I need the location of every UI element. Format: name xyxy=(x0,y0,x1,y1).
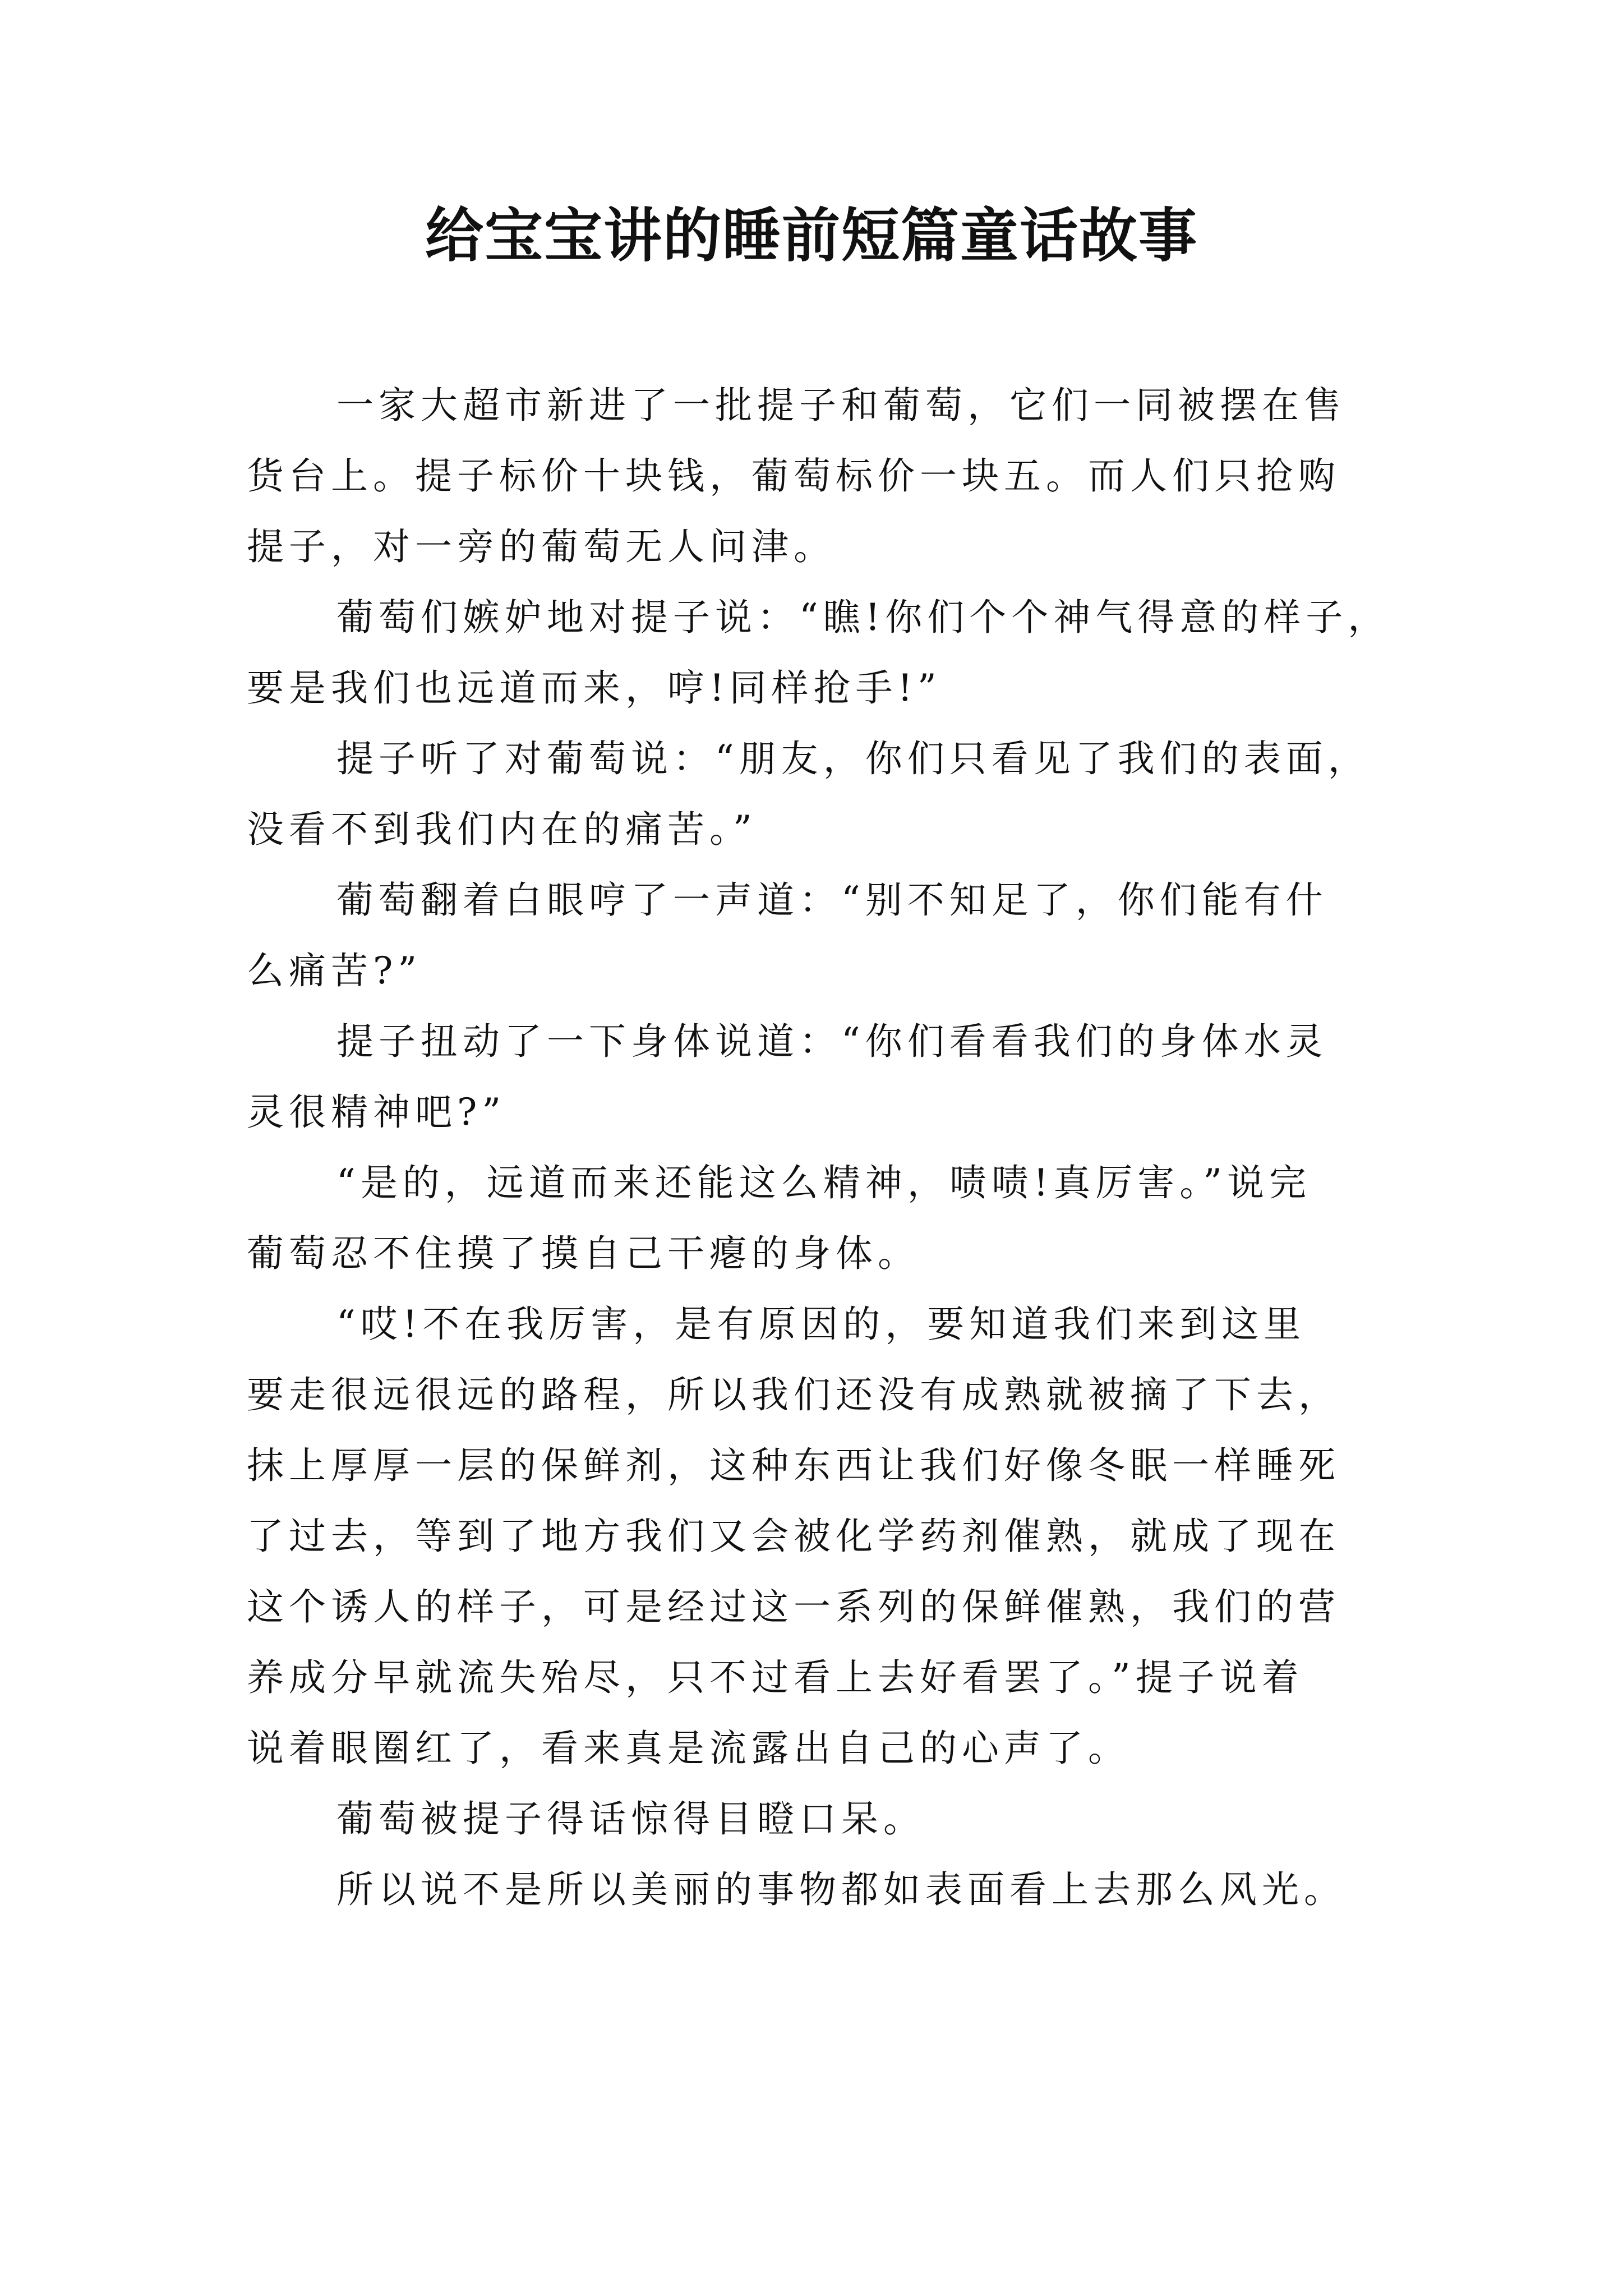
paragraph-line: “是的，远道而来还能这么精神，啧啧!真厉害。”说完 xyxy=(336,1161,1312,1204)
document-body xyxy=(247,370,1396,1925)
paragraph-line: 了过去，等到了地方我们又会被化学药剂催熟，就成了现在 xyxy=(247,1515,1340,1558)
paragraph xyxy=(247,1784,1396,1855)
paragraph-line: 要是我们也远道而来，哼!同样抢手!” xyxy=(247,666,942,710)
paragraph xyxy=(247,1148,1396,1289)
paragraph-line: 说着眼圈红了，看来真是流露出自己的心声了。 xyxy=(247,1727,1130,1770)
paragraph-line: “哎!不在我厉害，是有原因的，要知道我们来到这里 xyxy=(336,1303,1306,1346)
paragraph-line: 没看不到我们内在的痛苦。” xyxy=(247,808,757,851)
paragraph-line: 葡萄翻着白眼哼了一声道：“别不知足了，你们能有什 xyxy=(336,878,1328,922)
paragraph xyxy=(247,582,1396,724)
paragraph-line: 提子听了对葡萄说：“朋友，你们只看见了我们的表面， xyxy=(336,737,1370,780)
paragraph-line: 这个诱人的样子，可是经过这一系列的保鲜催熟，我们的营 xyxy=(247,1585,1340,1628)
paragraph-line: 葡萄忍不住摸了摸自己干瘪的身体。 xyxy=(247,1232,920,1275)
paragraph-line: 要走很远很远的路程，所以我们还没有成熟就被摘了下去， xyxy=(247,1373,1340,1416)
paragraph xyxy=(247,1289,1396,1784)
paragraph-line: 所以说不是所以美丽的事物都如表面看上去那么风光。 xyxy=(336,1868,1346,1911)
paragraph-line: 一家大超市新进了一批提子和葡萄，它们一同被摆在售 xyxy=(336,384,1346,427)
paragraph-line: 养成分早就流失殆尽，只不过看上去好看罢了。”提子说着 xyxy=(247,1656,1304,1699)
paragraph-line: 提子，对一旁的葡萄无人问津。 xyxy=(247,525,836,568)
paragraph xyxy=(247,370,1396,582)
paragraph-line: 货台上。提子标价十块钱，葡萄标价一块五。而人们只抢购 xyxy=(247,454,1340,498)
document-title: 给宝宝讲的睡前短篇童话故事 xyxy=(425,201,1198,270)
paragraph-line: 葡萄们嫉妒地对提子说：“瞧!你们个个神气得意的样子， xyxy=(336,596,1390,639)
paragraph-line: 么痛苦?” xyxy=(247,949,422,992)
paragraph-line: 葡萄被提子得话惊得目瞪口呆。 xyxy=(336,1797,925,1841)
paragraph xyxy=(247,1855,1396,1925)
paragraph xyxy=(247,724,1396,865)
paragraph-line: 灵很精神吧?” xyxy=(247,1091,506,1134)
paragraph-line: 提子扭动了一下身体说道：“你们看看我们的身体水灵 xyxy=(336,1020,1328,1063)
paragraph xyxy=(247,1006,1396,1148)
paragraph-line: 抹上厚厚一层的保鲜剂，这种东西让我们好像冬眠一样睡死 xyxy=(247,1444,1340,1487)
paragraph xyxy=(247,865,1396,1006)
